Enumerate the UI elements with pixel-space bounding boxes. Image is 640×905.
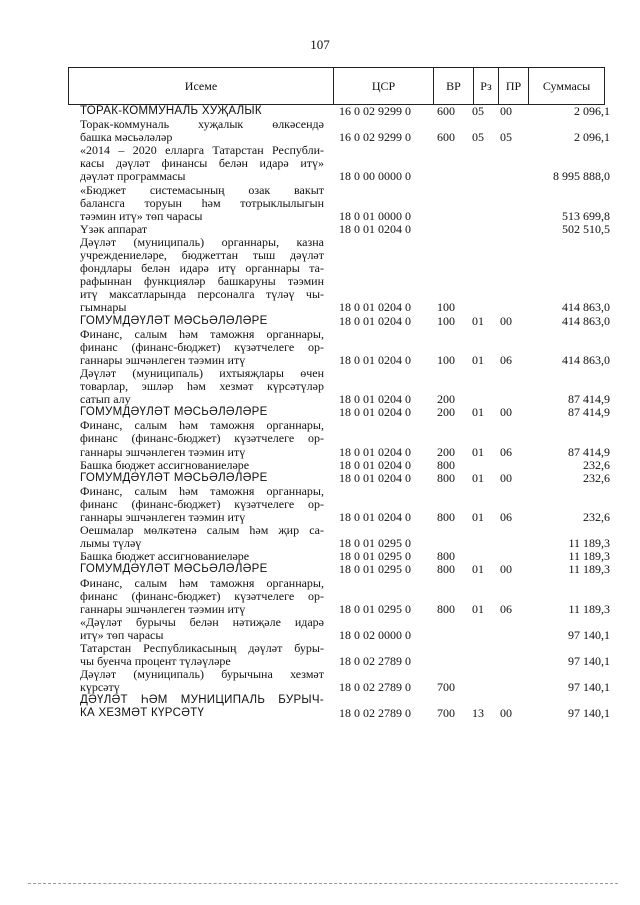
table-row	[0, 419, 640, 458]
row-sum: 2 096,1	[574, 104, 610, 118]
row-csr: 16 0 02 9299 0	[339, 130, 411, 145]
row-csr: 16 0 02 9299 0	[339, 104, 411, 118]
row-name-line: ганнары эшчәнлеген тәэмин итү	[80, 511, 246, 525]
row-vr: 800	[437, 510, 455, 525]
table-row	[0, 144, 640, 183]
row-csr: 18 0 01 0204 0	[339, 352, 411, 367]
row-rz: 01	[472, 470, 484, 485]
row-name-line: чы буенча процент түләүләре	[80, 655, 231, 669]
row-name-line: «Дәүләт бурычы белән нәтиҗәле идарә	[80, 615, 324, 629]
row-csr: 18 0 01 0204 0	[339, 313, 411, 328]
row-csr: 18 0 01 0295 0	[339, 601, 411, 616]
row-name	[80, 577, 324, 616]
row-name	[80, 550, 324, 563]
row-name-line: Финанс, салым һәм таможня органнары,	[80, 419, 324, 433]
row-name-line: Дәүләт (муниципаль) органнары, казна	[80, 235, 324, 249]
row-name	[80, 367, 324, 406]
row-vr: 200	[437, 444, 455, 459]
row-pr: 00	[500, 313, 512, 328]
row-vr: 100	[437, 300, 455, 315]
row-csr: 18 0 02 2789 0	[339, 680, 411, 695]
row-name-line: Дәүләт (муниципаль) ихтыяҗлары өчен	[80, 366, 324, 380]
row-name	[80, 668, 324, 694]
row-name-line: финанс (финанс-бюджет) күзәтчелеге ор-	[80, 432, 324, 446]
row-sum: 11 189,3	[568, 536, 610, 551]
row-csr: 18 0 01 0295 0	[339, 536, 411, 551]
row-vr: 200	[437, 392, 455, 407]
row-pr: 05	[500, 130, 512, 145]
row-name-line: ганнары эшчәнлеген тәэмин итү	[80, 602, 246, 616]
row-csr: 18 0 02 2789 0	[339, 654, 411, 669]
row-name	[80, 419, 324, 458]
row-vr: 700	[437, 706, 455, 721]
row-name-line: Финанс, салым һәм таможня органнары,	[80, 484, 324, 498]
row-sum: 87 414,9	[568, 405, 610, 420]
row-rz: 01	[472, 444, 484, 459]
row-csr: 18 0 01 0204 0	[339, 457, 411, 472]
row-name-line: Башка бюджет ассигнованиеләре	[80, 458, 250, 472]
row-sum: 232,6	[583, 510, 610, 525]
row-sum: 11 189,3	[568, 601, 610, 616]
row-csr: 18 0 01 0204 0	[339, 470, 411, 485]
table-row	[0, 105, 640, 118]
row-rz: 01	[472, 601, 484, 616]
row-pr: 06	[500, 444, 512, 459]
row-name-line: лымы түләү	[80, 537, 142, 551]
table-row	[0, 485, 640, 524]
row-name-line: ГОМУМДӘҮЛӘТ МӘСЬӘЛӘЛӘРЕ	[80, 314, 268, 327]
row-name	[80, 642, 324, 668]
page-number: 107	[310, 37, 330, 52]
row-csr: 18 0 00 0000 0	[339, 169, 411, 184]
row-vr: 800	[437, 562, 455, 577]
row-vr: 800	[437, 549, 455, 564]
table-header	[68, 67, 605, 105]
row-name-line: ТОРАК-КОММУНАЛЬ ХУҖАЛЫК	[80, 105, 262, 117]
row-name-line: гымнары	[80, 301, 127, 315]
row-name-line: Оешмалар мөлкәтенә салым һәм җир са-	[80, 524, 324, 538]
row-name	[80, 472, 324, 485]
row-csr: 18 0 01 0000 0	[339, 208, 411, 223]
row-vr: 600	[437, 130, 455, 145]
row-name-line: финанс (финанс-бюджет) күзәтчелеге ор-	[80, 589, 324, 603]
row-csr: 18 0 01 0295 0	[339, 562, 411, 577]
header-rz: Рз	[474, 68, 499, 104]
row-name-line: учреждениеләре, бюджеттан тыш дәүләт	[80, 249, 324, 263]
table-row	[0, 406, 640, 419]
row-pr: 00	[500, 470, 512, 485]
row-rz: 13	[472, 706, 484, 721]
row-pr: 00	[500, 706, 512, 721]
row-pr: 06	[500, 601, 512, 616]
row-name-line: балансга торуын һәм тотрыклылыгын	[80, 196, 324, 210]
row-vr: 800	[437, 457, 455, 472]
row-sum: 97 140,1	[568, 706, 610, 721]
row-csr: 18 0 01 0204 0	[339, 300, 411, 315]
row-name	[80, 236, 324, 315]
table-row	[0, 472, 640, 485]
row-pr: 00	[500, 104, 512, 118]
table-row	[0, 328, 640, 367]
row-name-line: ганнары эшчәнлеген тәэмин итү	[80, 353, 246, 367]
row-sum: 2 096,1	[574, 130, 610, 145]
row-sum: 97 140,1	[568, 627, 610, 642]
row-rz: 01	[472, 562, 484, 577]
row-sum: 97 140,1	[568, 654, 610, 669]
table-row	[0, 184, 640, 223]
row-sum: 87 414,9	[568, 392, 610, 407]
row-vr: 600	[437, 104, 455, 118]
row-name-line: ГОМУМДӘҮЛӘТ МӘСЬӘЛӘЛӘРЕ	[80, 563, 268, 576]
row-sum: 97 140,1	[568, 680, 610, 695]
header-sum: Суммасы	[542, 78, 591, 93]
row-name-line: дәүләт программасы	[80, 170, 186, 184]
row-sum: 11 189,3	[568, 549, 610, 564]
header-csr: ЦСР	[334, 68, 434, 104]
row-vr: 100	[437, 313, 455, 328]
row-name-line: КА ХЕЗМӘТ КҮРСӘТҮ	[80, 707, 205, 720]
row-vr: 800	[437, 470, 455, 485]
row-name-line: Финанс, салым һәм таможня органнары,	[80, 576, 324, 590]
row-sum: 232,6	[583, 470, 610, 485]
row-name-line: итү» төп чарасы	[80, 628, 164, 642]
table-row	[0, 668, 640, 694]
row-name-line: сатып алу	[80, 393, 131, 407]
row-csr: 18 0 01 0204 0	[339, 392, 411, 407]
header-name: Исеме	[69, 68, 334, 104]
table-row	[0, 367, 640, 406]
row-rz: 01	[472, 313, 484, 328]
row-rz: 01	[472, 510, 484, 525]
row-vr: 800	[437, 601, 455, 616]
row-name-line: ГОМУМДӘҮЛӘТ МӘСЬӘЛӘЛӘРЕ	[80, 471, 268, 484]
row-pr: 06	[500, 352, 512, 367]
row-name-line: ДӘҮЛӘТ ҺӘМ МУНИЦИПАЛЬ БУРЫЧ-	[80, 694, 324, 707]
row-name	[80, 563, 324, 576]
row-name-line: Үзәк аппарат	[80, 222, 148, 236]
row-name-line: фондлары белән идарә итү органнары та-	[80, 262, 324, 276]
row-vr: 100	[437, 352, 455, 367]
row-sum: 87 414,9	[568, 444, 610, 459]
table-row	[0, 524, 640, 550]
table-row	[0, 577, 640, 616]
table-row	[0, 223, 640, 236]
row-sum: 513 699,8	[562, 208, 610, 223]
row-name	[80, 406, 324, 419]
row-name-line: тәэмин итү» төп чарасы	[80, 209, 203, 223]
row-name	[80, 315, 324, 328]
row-pr: 00	[500, 562, 512, 577]
row-rz: 05	[472, 130, 484, 145]
table-row	[0, 642, 640, 668]
row-rz: 01	[472, 352, 484, 367]
row-name	[80, 144, 324, 183]
row-name	[80, 524, 324, 550]
row-name-line: «Бюджет системасының озак вакыт	[80, 183, 324, 197]
row-sum: 502 510,5	[562, 221, 610, 236]
table-row	[0, 118, 640, 144]
header-pr: ПР	[499, 68, 529, 104]
row-csr: 18 0 01 0204 0	[339, 405, 411, 420]
row-name-line: касы дәүләт финансы белән идарә итү»	[80, 157, 324, 171]
row-name-line: товарлар, эшләр һәм хезмәт күрсәтүләр	[80, 380, 324, 394]
row-csr: 18 0 02 2789 0	[339, 706, 411, 721]
table-row	[0, 459, 640, 472]
header-vr: ВР	[434, 68, 474, 104]
table-body	[0, 105, 640, 721]
row-name-line: Торак-коммуналь хуҗалык өлкәсендә	[80, 118, 324, 132]
row-name-line: финанс (финанс-бюджет) күзәтчелеге ор-	[80, 497, 324, 511]
row-csr: 18 0 01 0204 0	[339, 444, 411, 459]
table-row	[0, 315, 640, 328]
row-csr: 18 0 01 0295 0	[339, 549, 411, 564]
row-name-line: Дәүләт (муниципаль) бурычына хезмәт	[80, 668, 324, 682]
row-name	[80, 459, 324, 472]
row-name	[80, 616, 324, 642]
page-bottom-divider	[28, 883, 618, 884]
row-name-line: ГОМУМДӘҮЛӘТ МӘСЬӘЛӘЛӘРЕ	[80, 406, 268, 419]
row-name-line: ганнары эшчәнлеген тәэмин итү	[80, 445, 246, 459]
row-rz: 01	[472, 405, 484, 420]
row-vr: 200	[437, 405, 455, 420]
row-name	[80, 694, 324, 720]
row-name	[80, 328, 324, 367]
row-sum: 11 189,3	[568, 562, 610, 577]
row-sum: 414 863,0	[562, 352, 610, 367]
row-name	[80, 118, 324, 144]
row-sum: 232,6	[583, 457, 610, 472]
table-row	[0, 550, 640, 563]
row-name-line: финанс (финанс-бюджет) күзәтчелеге ор-	[80, 340, 324, 354]
row-name-line: рафыннан функцияләр башкаруны тәэмин	[80, 275, 324, 289]
row-name-line: итү максатларында персоналга түләү чы-	[80, 288, 324, 302]
row-name	[80, 184, 324, 223]
row-name-line: Башка бюджет ассигнованиеләре	[80, 550, 250, 564]
table-row	[0, 616, 640, 642]
table-row	[0, 563, 640, 576]
row-name-line: күрсәтү	[80, 681, 120, 695]
row-rz: 05	[472, 104, 484, 118]
row-sum: 414 863,0	[562, 300, 610, 315]
table-row	[0, 694, 640, 720]
row-name-line: Финанс, салым һәм таможня органнары,	[80, 327, 324, 341]
row-name	[80, 223, 324, 236]
row-name-line: башка мәсьәләләр	[80, 131, 173, 145]
row-csr: 18 0 01 0204 0	[339, 221, 411, 236]
row-name	[80, 485, 324, 524]
row-pr: 00	[500, 405, 512, 420]
row-csr: 18 0 02 0000 0	[339, 627, 411, 642]
row-csr: 18 0 01 0204 0	[339, 510, 411, 525]
table-row	[0, 236, 640, 315]
row-name	[80, 105, 324, 118]
row-pr: 06	[500, 510, 512, 525]
row-sum: 8 995 888,0	[553, 169, 610, 184]
row-name-line: Татарстан Республикасының дәүләт буры-	[80, 641, 324, 655]
row-name-line: «2014 – 2020 елларга Татарстан Республи-	[80, 144, 324, 158]
row-vr: 700	[437, 680, 455, 695]
row-sum: 414 863,0	[562, 313, 610, 328]
